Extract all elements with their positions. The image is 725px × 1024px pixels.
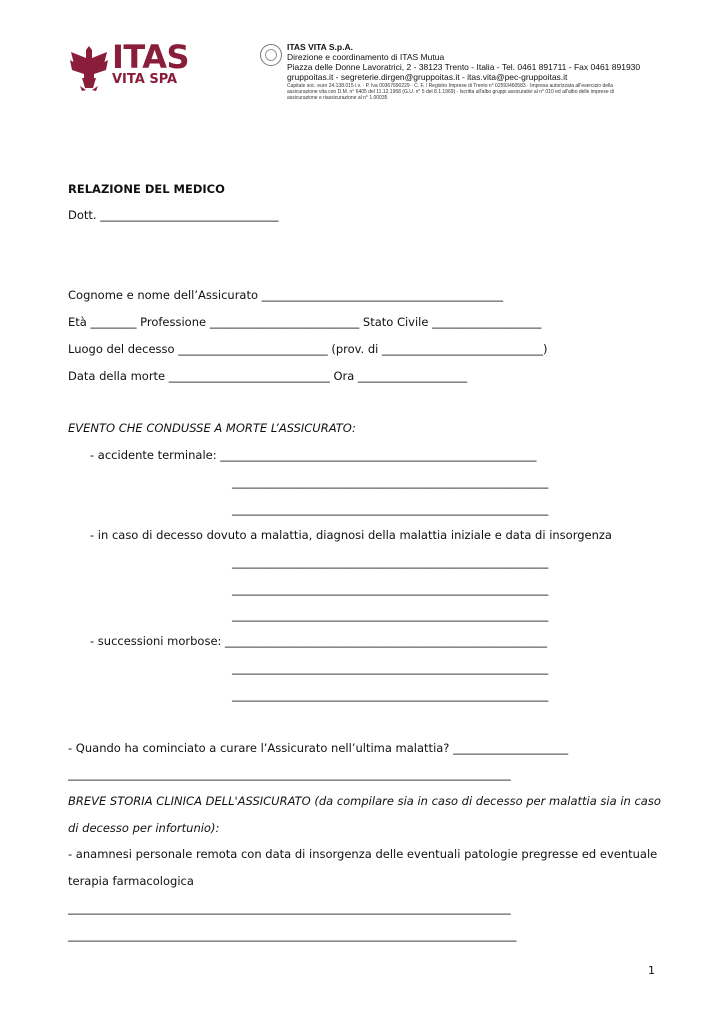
evento-heading: EVENTO CHE CONDUSSE A MORTE L’ASSICURATO: xyxy=(68,421,356,435)
page-number: 1 xyxy=(648,964,655,977)
luogo-decesso-field[interactable]: Luogo del decesso __________________________ (prov. di ____________________________) xyxy=(68,342,548,356)
cognome-field[interactable]: Cognome e nome dell’Assicurato __________________________________________ xyxy=(68,288,504,302)
blank-line[interactable]: _______________________________________________________ xyxy=(232,555,549,569)
blank-line[interactable]: _______________________________________________________ xyxy=(232,475,549,489)
blank-line[interactable]: _______________________________________________________ xyxy=(232,661,549,675)
document-title: RELAZIONE DEL MEDICO xyxy=(68,182,225,196)
logo-name: ITAS xyxy=(112,38,190,76)
malattia-label: - in caso di decesso dovuto a malattia, diagnosi della malattia iniziale e data di insorgenza xyxy=(90,528,612,542)
company-legal-line-2: assicurazione vita con D.M. n° 6405 del 11.12.1968 (G.U. n° 5 del 8.1.1969) · Iscritta all'albo gruppi assicurativi al n° 010 ed all'albo delle imprese di xyxy=(287,89,614,95)
company-legal-line-3: assicurazione e riassicurazione al n° 1.00035 xyxy=(287,95,388,101)
anamnesi-label: - anamnesi personale remota con data di insorgenza delle eventuali patologie pregresse ed eventuale xyxy=(68,847,658,861)
company-direction: Direzione e coordinamento di ITAS Mutua xyxy=(287,52,445,62)
logo-subtitle: VITA SPA xyxy=(112,72,178,87)
company-contacts: gruppoitas.it - segreterie.dirgen@gruppoitas.it - itas.vita@pec-gruppoitas.it xyxy=(287,72,568,82)
breve-storia-heading-cont: di decesso per infortunio): xyxy=(68,821,220,835)
blank-line[interactable]: _____________________________________________________________________________ xyxy=(68,767,511,781)
company-legal-line-1: Capitale soc. euro 24.138.015 i.v. · P. Iva 00367690229 · C. F. / Registro Imprese di Trento n° 02593460583 · Impresa autorizzata all'esercizio della xyxy=(287,83,614,89)
successioni-field[interactable]: - successioni morbose: ________________________________________________________ xyxy=(90,634,548,648)
dott-field[interactable]: Dott. _______________________________ xyxy=(68,208,279,222)
company-name: ITAS VITA S.p.A. xyxy=(287,42,353,52)
seal-icon xyxy=(260,44,282,66)
accidente-field[interactable]: - accidente terminale: _______________________________________________________ xyxy=(90,448,537,462)
anamnesi-label-cont: terapia farmacologica xyxy=(68,874,194,888)
blank-line[interactable]: ______________________________________________________________________________ xyxy=(68,928,517,942)
company-address: Piazza delle Donne Lavoratrici, 2 - 38123 Trento - Italia - Tel. 0461 891711 - Fax 0461 891930 xyxy=(287,62,641,72)
eagle-icon xyxy=(68,42,110,92)
blank-line[interactable]: _____________________________________________________________________________ xyxy=(68,901,511,915)
blank-line[interactable]: _______________________________________________________ xyxy=(232,688,549,702)
itas-logo xyxy=(68,38,193,92)
blank-line[interactable]: _______________________________________________________ xyxy=(232,582,549,596)
eta-professione-field[interactable]: Età ________ Professione __________________________ Stato Civile ___________________ xyxy=(68,315,542,329)
quando-field[interactable]: - Quando ha cominciato a curare l’Assicurato nell’ultima malattia? ____________________ xyxy=(68,741,569,755)
blank-line[interactable]: _______________________________________________________ xyxy=(232,502,549,516)
data-morte-field[interactable]: Data della morte ____________________________ Ora ___________________ xyxy=(68,369,468,383)
breve-storia-heading: BREVE STORIA CLINICA DELL'ASSICURATO (da compilare sia in caso di decesso per malattia sia in caso xyxy=(68,794,661,808)
blank-line[interactable]: _______________________________________________________ xyxy=(232,608,549,622)
